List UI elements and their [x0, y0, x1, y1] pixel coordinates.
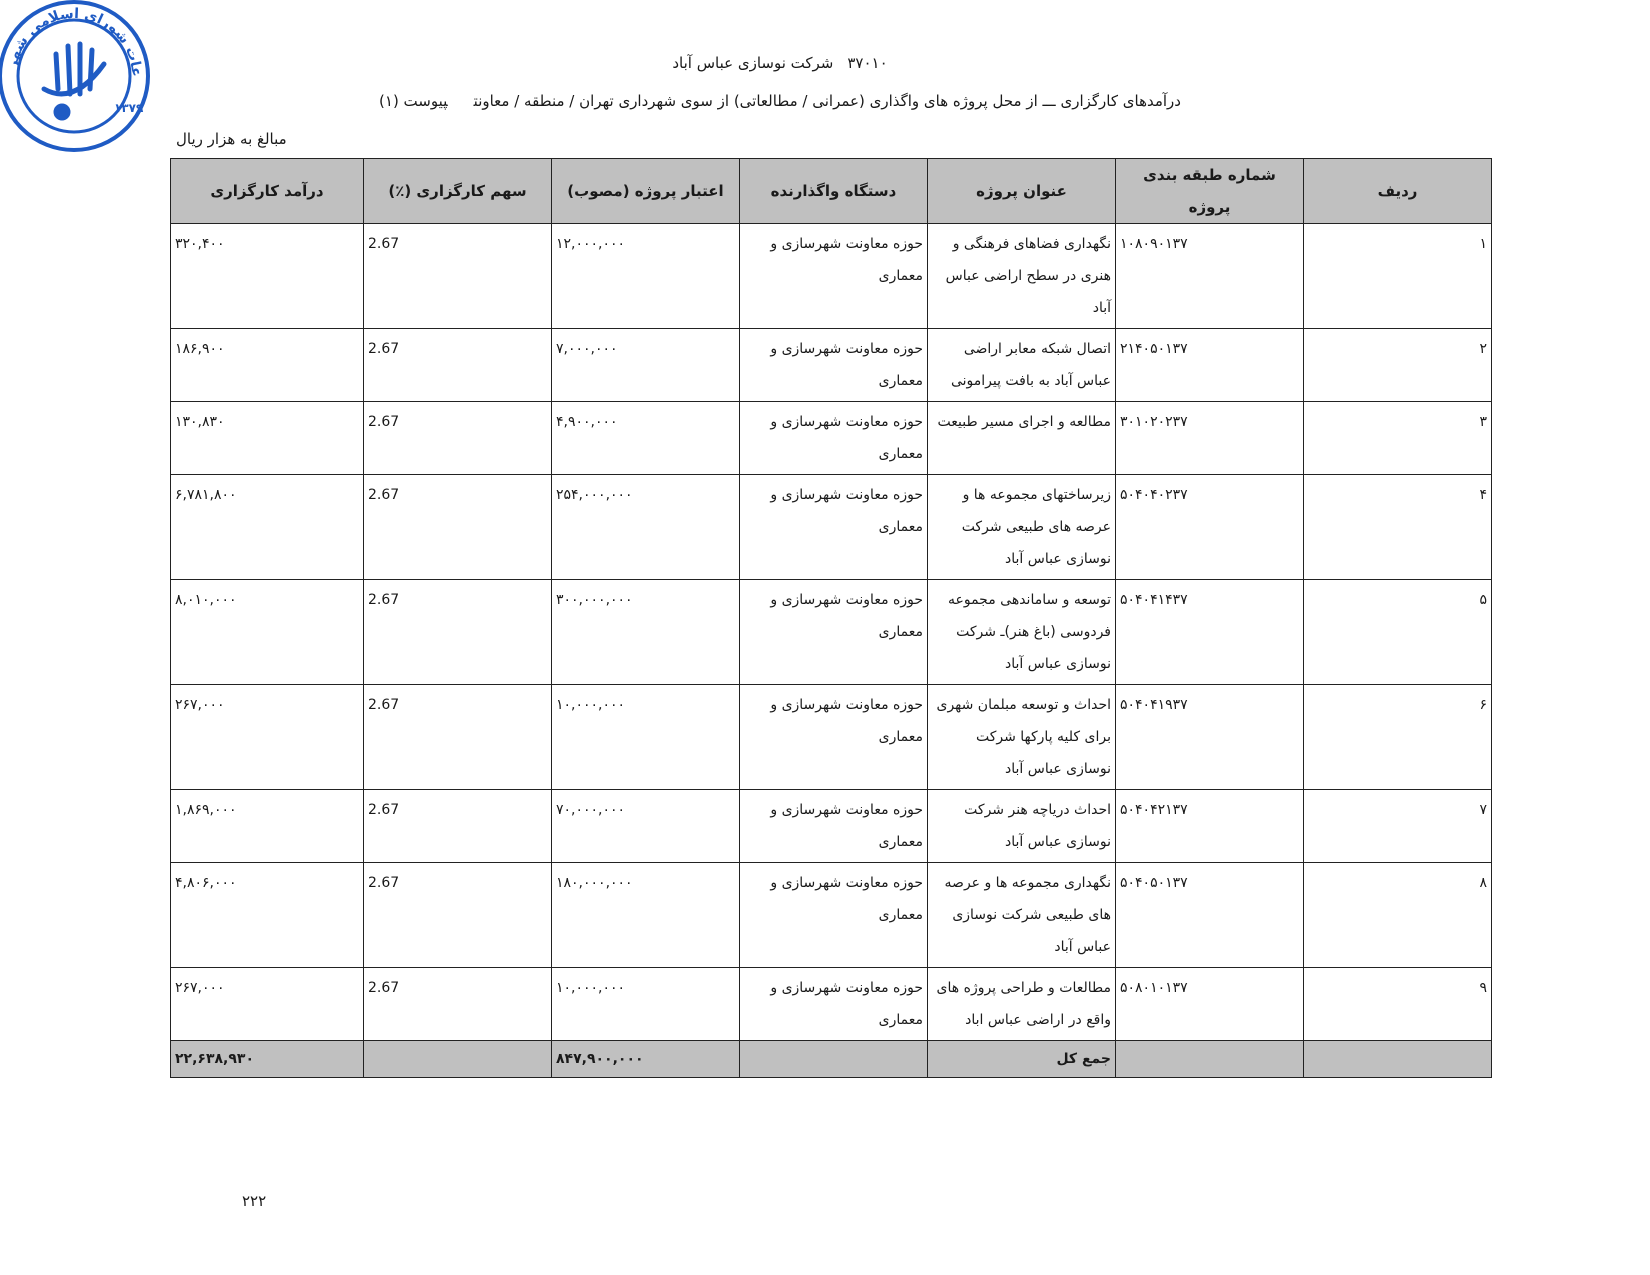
- cell-income: ۲۶۷,۰۰۰: [171, 968, 364, 1041]
- seal-ring-text: عات شورای اسلامی شهر: [4, 5, 145, 78]
- total-credit: ۸۴۷,۹۰۰,۰۰۰: [552, 1041, 740, 1078]
- cell-project-code: ۵۰۴۰۵۰۱۳۷: [1116, 863, 1304, 968]
- table-row: [171, 224, 1492, 329]
- cell-credit: ۳۰۰,۰۰۰,۰۰۰: [552, 580, 740, 685]
- cell-agency: حوزه معاونت شهرسازی و معماری: [740, 329, 928, 402]
- total-income: ۲۲,۶۳۸,۹۳۰: [171, 1041, 364, 1078]
- cell-project-title: نگهداری مجموعه ها و عرصه های طبیعی شرکت نوسازی عباس آباد: [928, 863, 1116, 968]
- cell-share: 2.67: [364, 475, 552, 580]
- cell-row-number: ۸: [1304, 863, 1492, 968]
- table-row: [171, 475, 1492, 580]
- table-body: [171, 224, 1492, 1041]
- total-empty-agency: [740, 1041, 928, 1078]
- svg-text:مجموعات شورای اسلامی شهر تهران: [0, 0, 144, 77]
- appendix-label: پیوست (۱): [379, 92, 448, 110]
- cell-project-title: توسعه و ساماندهی مجموعه فردوسی (باغ هنر)ـ شرکت نوسازی عباس آباد: [928, 580, 1116, 685]
- cell-agency: حوزه معاونت شهرسازی و معماری: [740, 402, 928, 475]
- cell-income: ۶,۷۸۱,۸۰۰: [171, 475, 364, 580]
- cell-credit: ۲۵۴,۰۰۰,۰۰۰: [552, 475, 740, 580]
- column-header-income: درآمد کارگزاری: [171, 159, 364, 224]
- cell-credit: ۱۰,۰۰۰,۰۰۰: [552, 968, 740, 1041]
- column-header-credit: اعتبار پروژه (مصوب): [552, 159, 740, 224]
- cell-project-code: ۲۱۴۰۵۰۱۳۷: [1116, 329, 1304, 402]
- title-code: ۳۷۰۱۰: [847, 54, 888, 72]
- cell-agency: حوزه معاونت شهرسازی و معماری: [740, 580, 928, 685]
- cell-project-code: ۳۰۱۰۲۰۲۳۷: [1116, 402, 1304, 475]
- cell-income: ۱,۸۶۹,۰۰۰: [171, 790, 364, 863]
- cell-project-code: ۵۰۴۰۴۱۴۳۷: [1116, 580, 1304, 685]
- cell-credit: ۴,۹۰۰,۰۰۰: [552, 402, 740, 475]
- total-empty-row: [1304, 1041, 1492, 1078]
- cell-project-code: ۵۰۴۰۴۱۹۳۷: [1116, 685, 1304, 790]
- cell-income: ۴,۸۰۶,۰۰۰: [171, 863, 364, 968]
- cell-row-number: ۴: [1304, 475, 1492, 580]
- page-number: ۲۲۲: [242, 1192, 267, 1210]
- cell-agency: حوزه معاونت شهرسازی و معماری: [740, 685, 928, 790]
- cell-credit: ۷,۰۰۰,۰۰۰: [552, 329, 740, 402]
- total-empty-code: [1116, 1041, 1304, 1078]
- cell-share: 2.67: [364, 863, 552, 968]
- cell-row-number: ۱: [1304, 224, 1492, 329]
- cell-agency: حوزه معاونت شهرسازی و معماری: [740, 475, 928, 580]
- cell-income: ۲۶۷,۰۰۰: [171, 685, 364, 790]
- table-row: [171, 863, 1492, 968]
- units-note: مبالغ به هزار ریال: [176, 130, 287, 148]
- cell-row-number: ۲: [1304, 329, 1492, 402]
- cell-project-code: ۵۰۸۰۱۰۱۳۷: [1116, 968, 1304, 1041]
- table-row: [171, 580, 1492, 685]
- cell-share: 2.67: [364, 580, 552, 685]
- cell-project-title: احداث دریاچه هنر شرکت نوسازی عباس آباد: [928, 790, 1116, 863]
- cell-row-number: ۵: [1304, 580, 1492, 685]
- document-title: [160, 54, 1400, 72]
- total-row: [171, 1041, 1492, 1078]
- cell-credit: ۷۰,۰۰۰,۰۰۰: [552, 790, 740, 863]
- cell-share: 2.67: [364, 968, 552, 1041]
- document-subtitle: [160, 92, 1400, 110]
- cell-project-title: مطالعات و طراحی پروژه های واقع در اراضی عباس اباد: [928, 968, 1116, 1041]
- total-empty-share: [364, 1041, 552, 1078]
- cell-share: 2.67: [364, 329, 552, 402]
- cell-credit: ۱۸۰,۰۰۰,۰۰۰: [552, 863, 740, 968]
- cell-agency: حوزه معاونت شهرسازی و معماری: [740, 863, 928, 968]
- total-label: جمع کل: [928, 1041, 1116, 1078]
- column-header-share: سهم کارگزاری (٪): [364, 159, 552, 224]
- seal-emblem-icon: [44, 44, 104, 118]
- cell-row-number: ۷: [1304, 790, 1492, 863]
- cell-credit: ۱۰,۰۰۰,۰۰۰: [552, 685, 740, 790]
- cell-share: 2.67: [364, 224, 552, 329]
- cell-project-title: اتصال شبکه معابر اراضی عباس آباد به بافت پیرامونی: [928, 329, 1116, 402]
- cell-income: ۱۳۰,۸۳۰: [171, 402, 364, 475]
- column-header-title: عنوان پروژه: [928, 159, 1116, 224]
- cell-project-title: زیرساختهای مجموعه ها و عرصه های طبیعی شرکت نوسازی عباس آباد: [928, 475, 1116, 580]
- cell-project-title: احداث و توسعه مبلمان شهری برای کلیه پارکها شرکت نوسازی عباس آباد: [928, 685, 1116, 790]
- municipal-council-seal: [0, 0, 156, 156]
- table-header: [171, 159, 1492, 224]
- cell-agency: حوزه معاونت شهرسازی و معماری: [740, 224, 928, 329]
- column-header-agency: دستگاه واگذارنده: [740, 159, 928, 224]
- seal-year: ۱۳۷۹: [114, 101, 144, 115]
- column-header-code: شماره طبقه بندی پروژه: [1116, 159, 1304, 224]
- cell-share: 2.67: [364, 402, 552, 475]
- table-row: [171, 402, 1492, 475]
- column-header-row: ردیف: [1304, 159, 1492, 224]
- cell-income: ۳۲۰,۴۰۰: [171, 224, 364, 329]
- cell-share: 2.67: [364, 790, 552, 863]
- cell-agency: حوزه معاونت شهرسازی و معماری: [740, 790, 928, 863]
- cell-project-code: ۵۰۴۰۴۲۱۳۷: [1116, 790, 1304, 863]
- cell-row-number: ۹: [1304, 968, 1492, 1041]
- table-row: [171, 685, 1492, 790]
- cell-income: ۸,۰۱۰,۰۰۰: [171, 580, 364, 685]
- projects-table: [170, 158, 1492, 1078]
- cell-income: ۱۸۶,۹۰۰: [171, 329, 364, 402]
- cell-credit: ۱۲,۰۰۰,۰۰۰: [552, 224, 740, 329]
- subtitle-text: درآمدهای کارگزاری ـــ از محل پروژه های واگذاری (عمرانی / مطالعاتی) از سوی شهرداری تهران / منطقه / معاونت: [473, 92, 1181, 110]
- cell-project-code: ۱۰۸۰۹۰۱۳۷: [1116, 224, 1304, 329]
- cell-row-number: ۶: [1304, 685, 1492, 790]
- table-row: [171, 790, 1492, 863]
- cell-agency: حوزه معاونت شهرسازی و معماری: [740, 968, 928, 1041]
- table-row: [171, 968, 1492, 1041]
- cell-project-title: مطالعه و اجرای مسیر طبیعت: [928, 402, 1116, 475]
- cell-project-code: ۵۰۴۰۴۰۲۳۷: [1116, 475, 1304, 580]
- cell-project-title: نگهداری فضاهای فرهنگی و هنری در سطح اراضی عباس آباد: [928, 224, 1116, 329]
- table-row: [171, 329, 1492, 402]
- cell-share: 2.67: [364, 685, 552, 790]
- cell-row-number: ۳: [1304, 402, 1492, 475]
- title-company: شرکت نوسازی عباس آباد: [672, 54, 834, 72]
